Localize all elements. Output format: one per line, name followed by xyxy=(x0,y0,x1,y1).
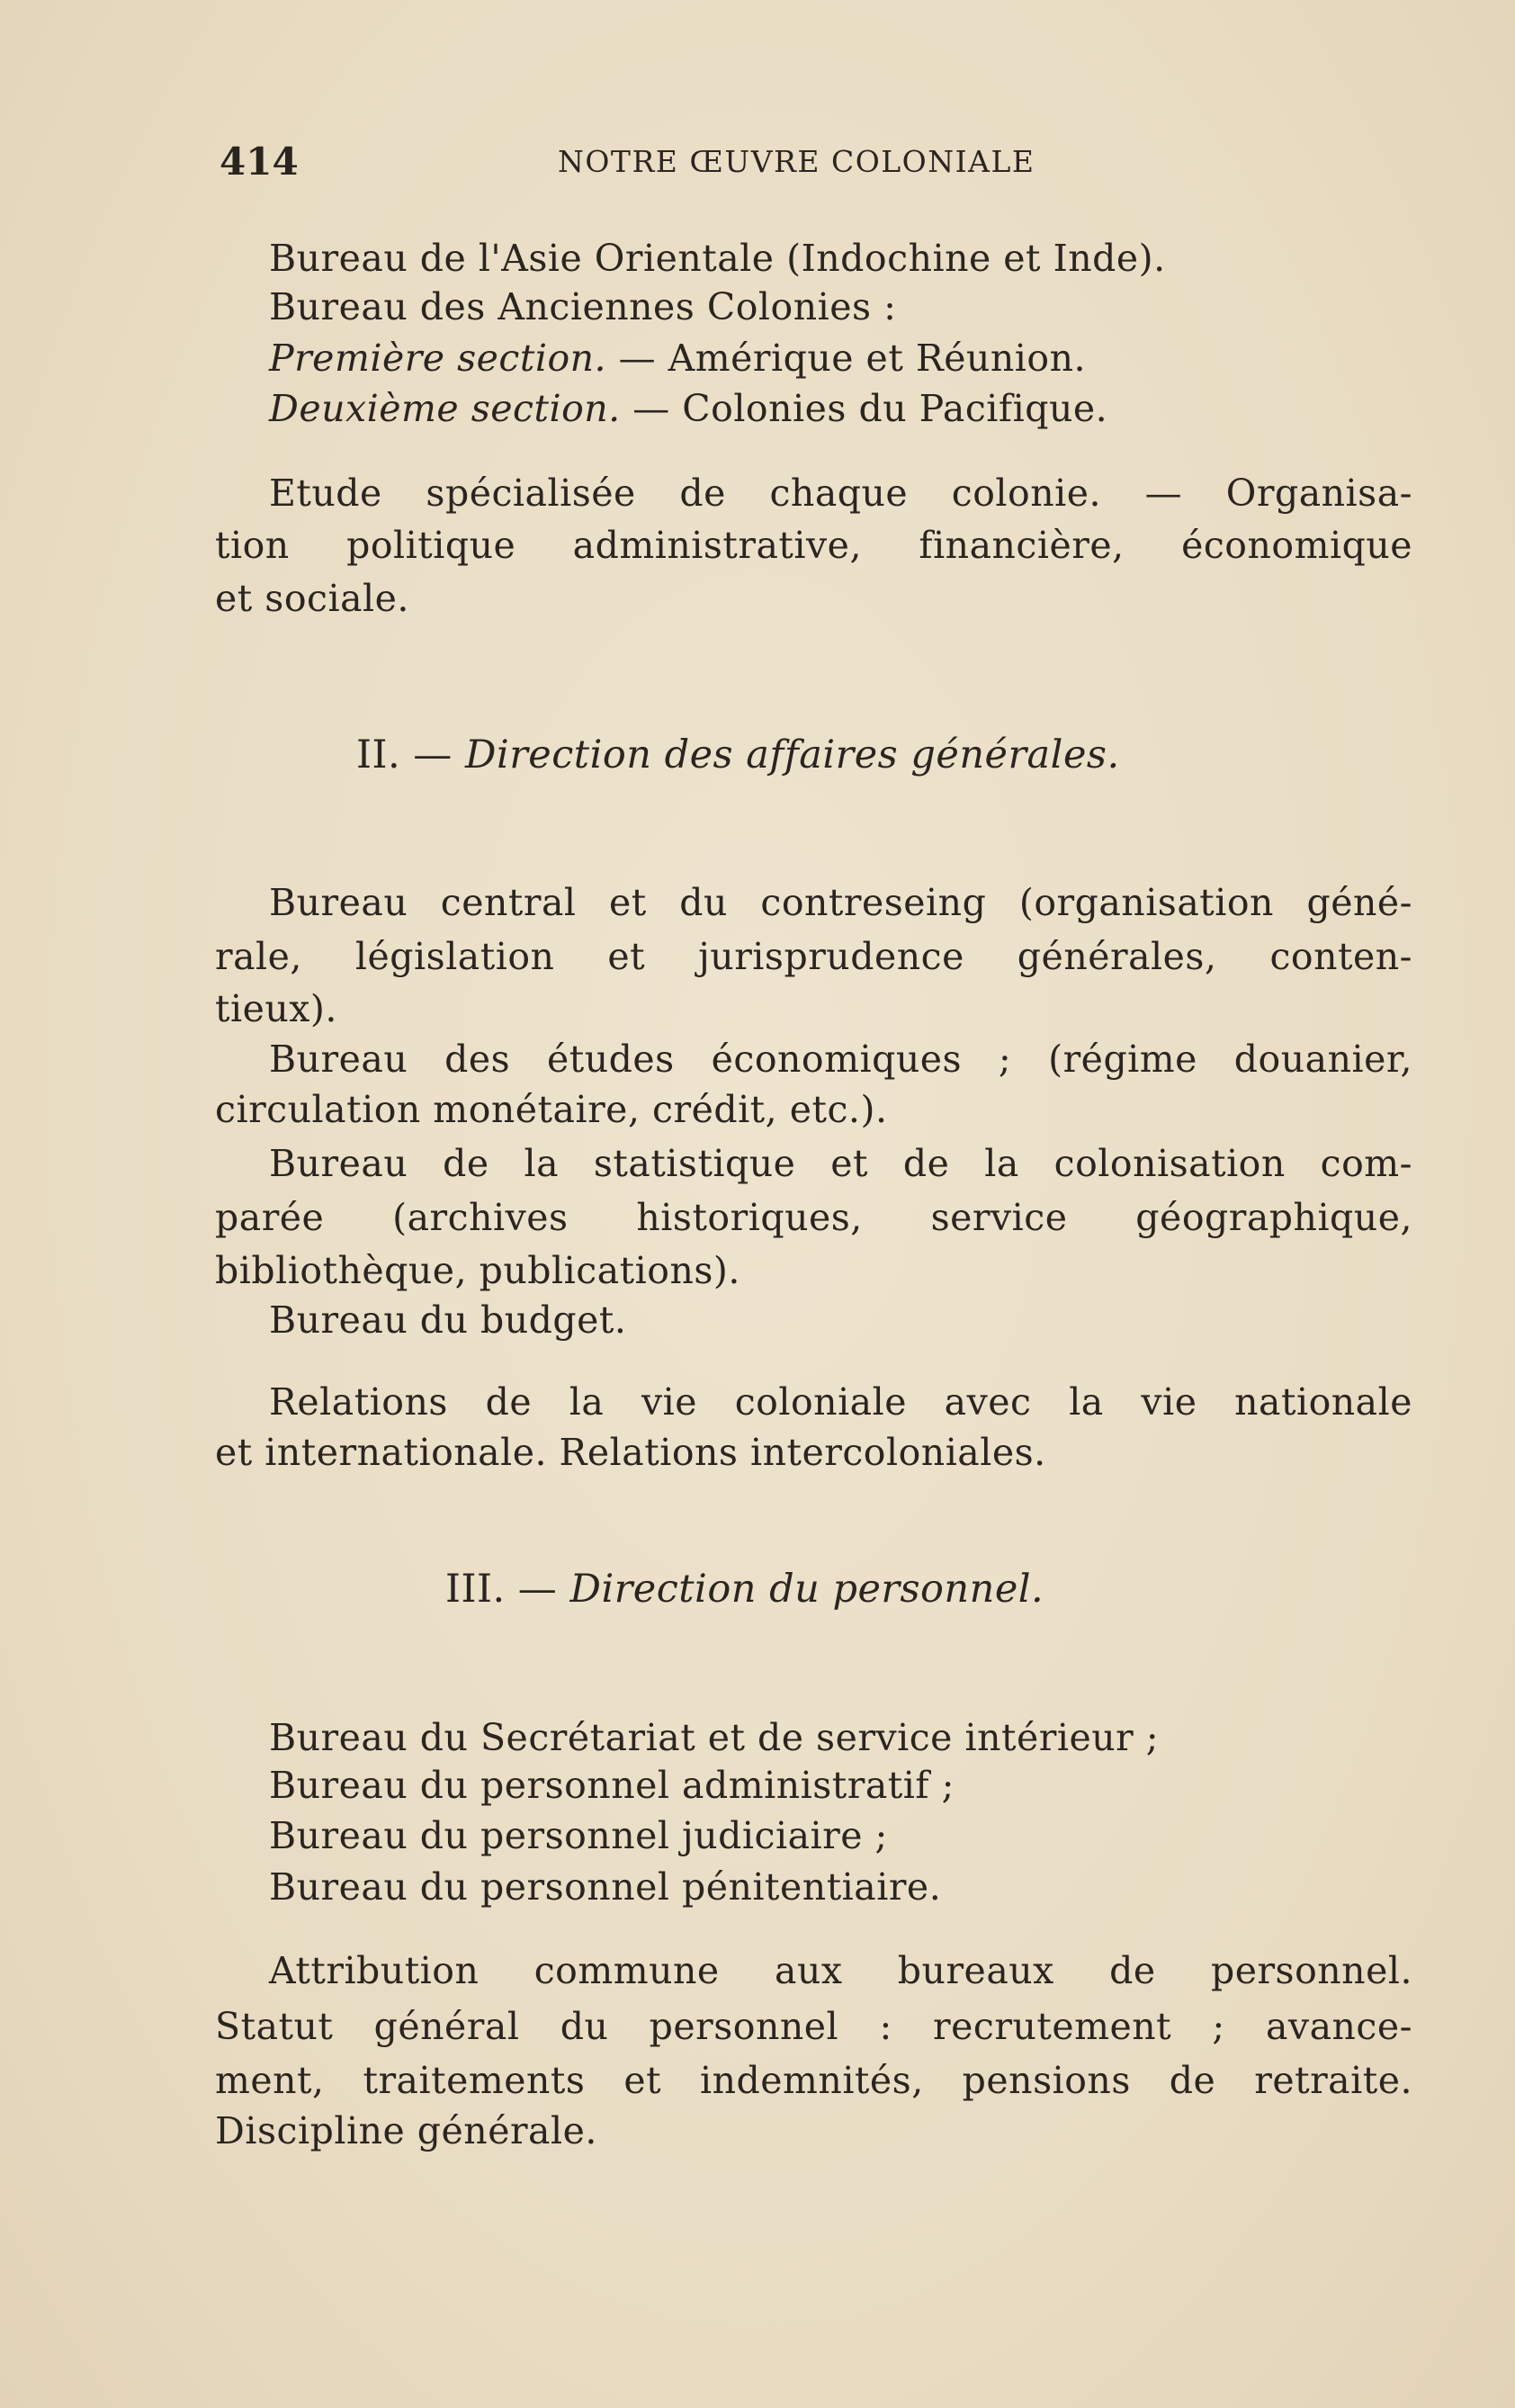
heading-numeral: II. — xyxy=(356,732,465,777)
heading-title: Direction des affaires générales. xyxy=(464,732,1120,777)
text-line: bibliothèque, publications). xyxy=(215,1249,740,1292)
text-line: Bureau central et du contreseing (organisation géné- xyxy=(269,881,1412,924)
section-heading xyxy=(356,730,1120,780)
running-title: NOTRE ŒUVRE COLONIALE xyxy=(558,144,1035,179)
section-heading xyxy=(445,1564,1044,1614)
text-line: Discipline générale. xyxy=(215,2109,597,2152)
text-line: et internationale. Relations intercoloniales. xyxy=(215,1431,1046,1474)
text-line: circulation monétaire, crédit, etc.). xyxy=(215,1088,888,1131)
heading-title: Direction du personnel. xyxy=(569,1567,1044,1612)
text-line: parée (archives historiques, service géographique, xyxy=(215,1196,1412,1239)
text-line xyxy=(269,383,1107,434)
text-line: Attribution commune aux bureaux de personnel. xyxy=(269,1949,1412,1992)
text-line: Bureau du Secrétariat et de service intérieur ; xyxy=(269,1716,1160,1759)
text-line: Bureau des Anciennes Colonies : xyxy=(269,285,897,328)
heading-numeral: III. — xyxy=(445,1567,570,1612)
text-line: Etude spécialisée de chaque colonie. — Organisa- xyxy=(269,472,1412,515)
text-line: ment, traitements et indemnités, pensions de retraite. xyxy=(215,2059,1412,2102)
section-label: Deuxième section. xyxy=(269,387,621,430)
section-label: Première section. xyxy=(269,337,607,380)
text-line: Bureau du personnel judiciaire ; xyxy=(269,1814,888,1857)
text-line: Bureau de l'Asie Orientale (Indochine et Inde). xyxy=(269,237,1166,280)
section-text: — Colonies du Pacifique. xyxy=(620,387,1108,430)
text-line: tieux). xyxy=(215,987,337,1030)
text-line: Bureau des études économiques ; (régime douanier, xyxy=(269,1038,1412,1081)
text-line: tion politique administrative, financière, économique xyxy=(215,524,1412,567)
text-line: Bureau du personnel pénitentiaire. xyxy=(269,1865,942,1909)
text-line: Relations de la vie coloniale avec la vie nationale xyxy=(269,1380,1412,1424)
text-line xyxy=(269,333,1086,383)
text-line: Bureau du budget. xyxy=(269,1298,627,1342)
text-line: Statut général du personnel : recrutement ; avance- xyxy=(215,2005,1412,2048)
text-line: et sociale. xyxy=(215,577,409,620)
text-line: Bureau du personnel administratif ; xyxy=(269,1764,955,1807)
page-number: 414 xyxy=(220,139,299,184)
section-text: — Amérique et Réunion. xyxy=(606,337,1087,380)
text-line: rale, législation et jurisprudence générales, conten- xyxy=(215,935,1412,978)
text-line: Bureau de la statistique et de la colonisation com- xyxy=(269,1142,1412,1185)
